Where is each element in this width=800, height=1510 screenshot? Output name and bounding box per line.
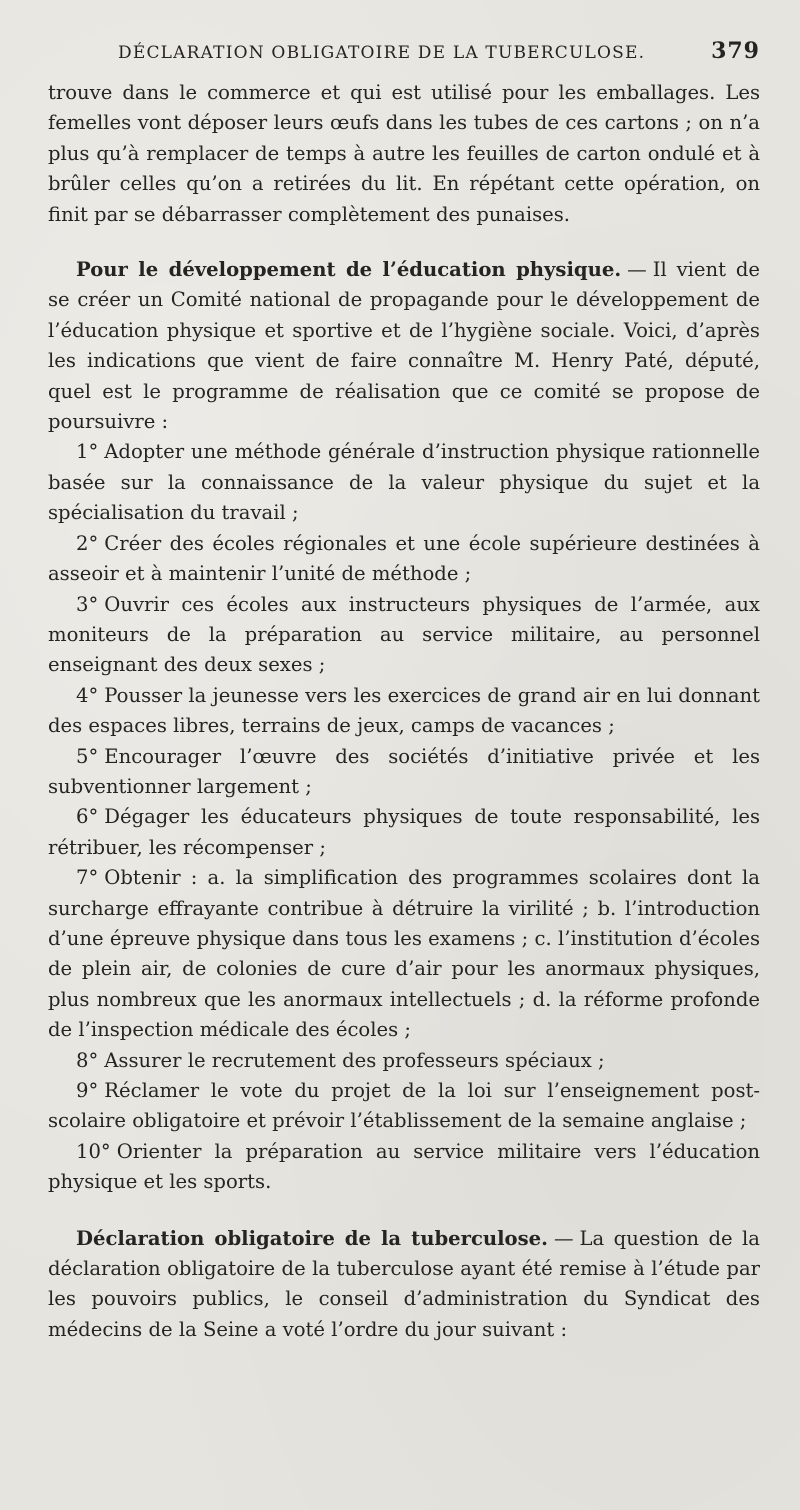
item-number: 2° [76, 531, 99, 555]
list-item [48, 742, 760, 803]
item-number: 4° [76, 683, 99, 707]
item-text: Créer des écoles régionales et une école supérieure destinées à asseoir et à maintenir l’unité de méthode ; [48, 531, 760, 586]
item-number: 3° [76, 592, 99, 616]
list-item [48, 529, 760, 590]
item-number: 9° [76, 1079, 99, 1102]
item-text: Dégager les éducateurs physiques de toute responsabilité, les rétribuer, les récompenser ; [48, 805, 760, 859]
list-item [48, 1046, 760, 1076]
list-item [48, 590, 760, 681]
item-text: Encourager l’œuvre des sociétés d’initiative privée et les subventionner largement ; [48, 744, 760, 798]
section-heading: Déclaration obligatoire de la tuberculose. [76, 1226, 548, 1250]
intro-paragraph: trouve dans le commerce et qui est utilisé pour les emballages. Les femelles vont déposer leurs œufs dans les tubes de ces cartons ; on n’a plus qu’à remplacer de temps à autre les feuilles de carton ondulé et à brûler celles qu’on a retirées du lit. En répétant cette opération, on finit par se débarrasser complètement des punaises. [48, 81, 760, 226]
item-text: Pousser la jeunesse vers les exercices de grand air en lui donnant des espaces libres, terrains de jeux, camps de vacances ; [48, 683, 760, 738]
item-number: 8° [76, 1048, 99, 1072]
section-tuberculosis [48, 1224, 760, 1346]
running-head [48, 38, 760, 68]
program-list [48, 437, 760, 1197]
section-text: Il vient de se créer un Comité national de propagande pour le développement de l’éducation physique et sportive et de l’hygiène sociale. Voici, d’après les indications que vient de faire connaître M. Henry Paté, député, quel est le programme de réalisation que ce comité se propose de poursuivre : [48, 258, 760, 434]
item-text: Réclamer le vote du projet de la loi sur l’enseignement post-scolaire obligatoire et prévoir l’établissement de la semaine anglaise ; [48, 1079, 760, 1133]
em-dash: — [627, 258, 647, 282]
item-text: Obtenir : a. la simplification des programmes scolaires dont la surcharge effrayante contribue à détruire la virilité ; b. l’introduction d’une épreuve physique dans tous les examens ; c. l’institution d’écoles de plein air, de colonies de cure d’air pour les anormaux physiques, plus nombreux que les anormaux intellectuels ; d. la réforme profonde de l’inspection médicale des écoles ; [48, 866, 760, 1042]
item-text: Adopter une méthode générale d’instruction physique rationnelle basée sur la connaissance de la valeur physique du sujet et la spécialisation du travail ; [48, 440, 760, 525]
running-title: DÉCLARATION OBLIGATOIRE DE LA TUBERCULOSE. [118, 43, 646, 63]
list-item [48, 1137, 760, 1198]
list-item [48, 1076, 760, 1137]
section-text: La question de la déclaration obligatoire de la tuberculose ayant été remise à l’étude par les pouvoirs publics, le conseil d’administration du Syndicat des médecins de la Seine a voté l’ordre du jour suivant : [48, 1226, 760, 1341]
section-paragraph [48, 1224, 760, 1346]
list-item [48, 863, 760, 1045]
section-paragraph [48, 255, 760, 437]
section-physical-education [48, 255, 760, 1198]
item-number: 5° [76, 744, 99, 768]
item-text: Assurer le recrutement des professeurs spéciaux ; [104, 1048, 605, 1072]
page-body [48, 78, 760, 1345]
item-number: 10° [76, 1139, 111, 1163]
list-item [48, 802, 760, 863]
item-number: 1° [76, 440, 99, 464]
item-number: 6° [76, 805, 99, 829]
page-number: 379 [711, 38, 760, 64]
list-item [48, 437, 760, 528]
list-item [48, 681, 760, 742]
item-text: Orienter la préparation au service militaire vers l’éducation physique et les sports. [48, 1139, 760, 1194]
em-dash: — [553, 1226, 574, 1250]
item-text: Ouvrir ces écoles aux instructeurs physiques de l’armée, aux moniteurs de la préparation au service militaire, au personnel enseignant des deux sexes ; [48, 592, 760, 677]
item-number: 7° [76, 866, 99, 890]
section-heading: Pour le développement de l’éducation physique. [76, 258, 622, 282]
